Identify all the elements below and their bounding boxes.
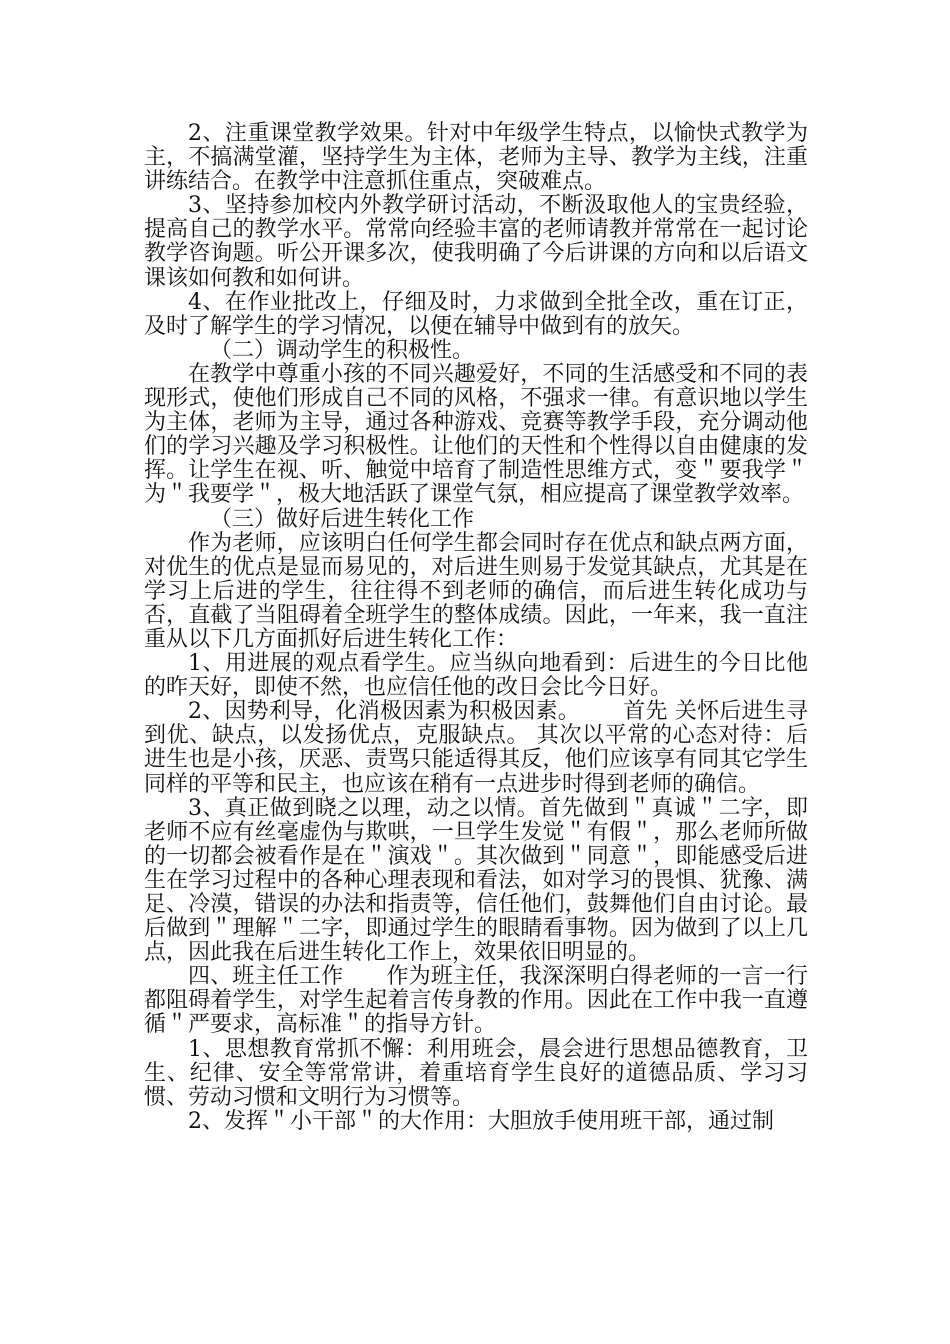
paragraph: 2、因势利导，化消极因素为积极因素。 首先 关怀后进生寻到优、缺点，以发扬优点，克服缺点。 其次以平常的心态对待：后进生也是小孩，厌恶、责骂只能适得其反，他们应该享有同其它学生同样的平等和民主，也应该在稍有一点进步时得到老师的确信。 xyxy=(144,699,808,797)
paragraph: 四、班主任工作 作为班主任，我深深明白得老师的一言一行都阻碍着学生，对学生起着言传身教的作用。因此在工作中我一直遵循＂严要求，高标准＂的指导方针。 xyxy=(144,964,808,1038)
section-heading: （二）调动学生的积极性。 xyxy=(210,337,475,363)
paragraph: 作为老师，应该明白任何学生都会同时存在优点和缺点两方面，对优生的优点是显而易见的，对后进生则易于发觉其缺点，尤其是在学习上后进的学生，往往得不到老师的确信，而后进生转化成功与否，直截了当阻碍着全班学生的整体成绩。因此，一年来，我一直注重从以下几方面抓好后进生转化工作： xyxy=(144,530,808,652)
paragraph: 在教学中尊重小孩的不同兴趣爱好，不同的生活感受和不同的表现形式，使他们形成自己不同的风格，不强求一律。有意识地以学生为主体，老师为主导，通过各种游戏、竞赛等教学手段，充分调动他们的学习兴趣及学习积极性。让他们的天性和个性得以自由健康的发挥。让学生在视、听、触觉中培育了制造性思维方式，变＂要我学＂为＂我要学＂，极大地活跃了课堂气氛，相应提高了课堂教学效率。 xyxy=(144,361,808,508)
document-body xyxy=(144,122,808,1134)
section-heading: （三）做好后进生转化工作 xyxy=(210,506,475,532)
paragraph: 2、注重课堂教学效果。针对中年级学生特点，以愉快式教学为主，不搞满堂灌，坚持学生为主体，老师为主导、教学为主线，注重讲练结合。在教学中注意抓住重点，突破难点。 xyxy=(144,121,808,195)
paragraph: 1、思想教育常抓不懈：利用班会，晨会进行思想品德教育，卫生、纪律、安全等常常讲，着重培育学生良好的道德品质、学习习惯、劳动习惯和文明行为习惯等。 xyxy=(144,1036,808,1110)
paragraph: 3、坚持参加校内外教学研讨活动，不断汲取他人的宝贵经验，提高自己的教学水平。常常向经验丰富的老师请教并常常在一起讨论教学咨询题。听公开课多次，使我明确了今后讲课的方向和以后语文课该如何教和如何讲。 xyxy=(144,193,808,291)
paragraph: 1、用进展的观点看学生。应当纵向地看到：后进生的今日比他的昨天好，即使不然，也应信任他的改日会比今日好。 xyxy=(144,651,808,701)
paragraph: 2、发挥＂小干部＂的大作用：大胆放手使用班干部，通过制 xyxy=(188,1108,774,1134)
paragraph: 4、在作业批改上，仔细及时，力求做到全批全改，重在订正，及时了解学生的学习情况，以便在辅导中做到有的放矢。 xyxy=(144,289,808,339)
paragraph: 3、真正做到晓之以理，动之以情。首先做到＂真诚＂二字，即老师不应有丝毫虚伪与欺哄，一旦学生发觉＂有假＂，那么老师所做的一切都会被看作是在＂演戏＂。其次做到＂同意＂，即能感受后进生在学习过程中的各种心理表现和看法，如对学习的畏惧、犹豫、满足、冷漠，错误的办法和指责等，信任他们，鼓舞他们自由讨论。最后做到＂理解＂二字，即通过学生的眼睛看事物。因为做到了以上几点，因此我在后进生转化工作上，效果依旧明显的。 xyxy=(144,795,808,966)
